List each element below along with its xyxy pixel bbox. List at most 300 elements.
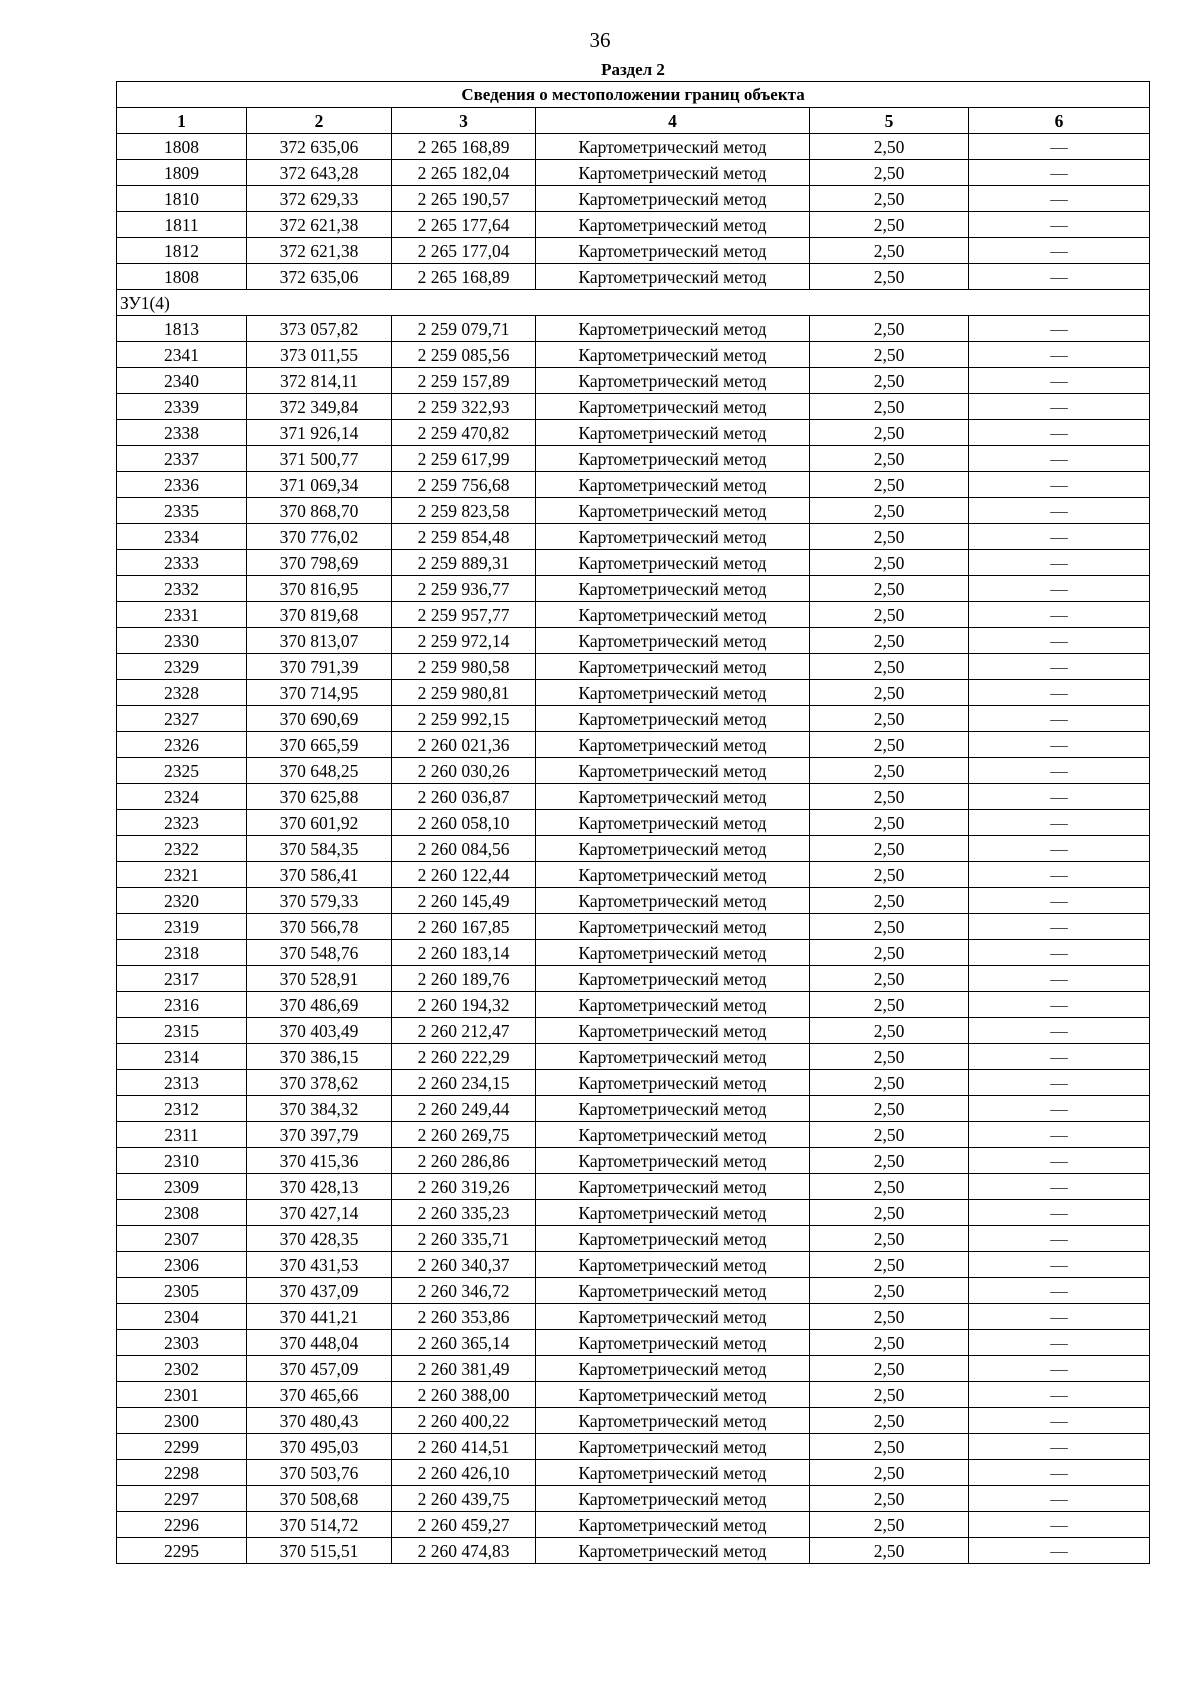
point-number-cell: 1808 — [117, 264, 247, 290]
table-row — [117, 446, 1150, 472]
point-number-cell: 2302 — [117, 1356, 247, 1382]
table-row — [117, 888, 1150, 914]
coordinate-x-cell: 372 621,38 — [247, 212, 392, 238]
coordinate-y-cell: 2 259 980,58 — [392, 654, 536, 680]
accuracy-cell: 2,50 — [810, 212, 969, 238]
point-number-cell: 2341 — [117, 342, 247, 368]
accuracy-cell: 2,50 — [810, 1226, 969, 1252]
determination-method-cell: Картометрический метод — [536, 810, 810, 836]
coordinate-x-cell: 370 515,51 — [247, 1538, 392, 1564]
point-number-cell: 2331 — [117, 602, 247, 628]
determination-method-cell: Картометрический метод — [536, 940, 810, 966]
description-cell: — — [969, 212, 1150, 238]
determination-method-cell: Картометрический метод — [536, 1382, 810, 1408]
description-cell: — — [969, 862, 1150, 888]
accuracy-cell: 2,50 — [810, 498, 969, 524]
determination-method-cell: Картометрический метод — [536, 550, 810, 576]
coordinate-x-cell: 370 386,15 — [247, 1044, 392, 1070]
table-row — [117, 1226, 1150, 1252]
accuracy-cell: 2,50 — [810, 654, 969, 680]
point-number-cell: 2325 — [117, 758, 247, 784]
description-cell: — — [969, 316, 1150, 342]
coordinate-y-cell: 2 259 957,77 — [392, 602, 536, 628]
description-cell: — — [969, 1044, 1150, 1070]
coordinate-y-cell: 2 260 030,26 — [392, 758, 536, 784]
determination-method-cell: Картометрический метод — [536, 1070, 810, 1096]
determination-method-cell: Картометрический метод — [536, 602, 810, 628]
coordinate-y-cell: 2 260 286,86 — [392, 1148, 536, 1174]
coordinate-x-cell: 370 480,43 — [247, 1408, 392, 1434]
column-header-row — [117, 108, 1150, 134]
table-row — [117, 472, 1150, 498]
table-row — [117, 654, 1150, 680]
coordinate-y-cell: 2 259 992,15 — [392, 706, 536, 732]
point-number-cell: 2333 — [117, 550, 247, 576]
description-cell: — — [969, 186, 1150, 212]
description-cell: — — [969, 914, 1150, 940]
table-row — [117, 1070, 1150, 1096]
column-header: 5 — [810, 108, 969, 134]
table-row — [117, 1252, 1150, 1278]
description-cell: — — [969, 264, 1150, 290]
table-row — [117, 914, 1150, 940]
coordinate-x-cell: 370 665,59 — [247, 732, 392, 758]
description-cell: — — [969, 472, 1150, 498]
description-cell: — — [969, 1252, 1150, 1278]
table-row — [117, 1044, 1150, 1070]
accuracy-cell: 2,50 — [810, 1018, 969, 1044]
coordinate-x-cell: 370 486,69 — [247, 992, 392, 1018]
accuracy-cell: 2,50 — [810, 394, 969, 420]
table-row — [117, 1460, 1150, 1486]
point-number-cell: 2324 — [117, 784, 247, 810]
table-row — [117, 758, 1150, 784]
coordinate-x-cell: 370 378,62 — [247, 1070, 392, 1096]
point-number-cell: 2306 — [117, 1252, 247, 1278]
point-number-cell: 2320 — [117, 888, 247, 914]
description-cell: — — [969, 1174, 1150, 1200]
coordinate-x-cell: 372 629,33 — [247, 186, 392, 212]
accuracy-cell: 2,50 — [810, 1096, 969, 1122]
determination-method-cell: Картометрический метод — [536, 524, 810, 550]
coordinate-y-cell: 2 260 459,27 — [392, 1512, 536, 1538]
coordinate-y-cell: 2 259 617,99 — [392, 446, 536, 472]
determination-method-cell: Картометрический метод — [536, 1174, 810, 1200]
coordinate-x-cell: 370 514,72 — [247, 1512, 392, 1538]
accuracy-cell: 2,50 — [810, 1174, 969, 1200]
accuracy-cell: 2,50 — [810, 1408, 969, 1434]
point-number-cell: 1813 — [117, 316, 247, 342]
table-row — [117, 1356, 1150, 1382]
coordinate-x-cell: 370 791,39 — [247, 654, 392, 680]
determination-method-cell: Картометрический метод — [536, 1044, 810, 1070]
point-number-cell: 2340 — [117, 368, 247, 394]
determination-method-cell: Картометрический метод — [536, 446, 810, 472]
coordinate-x-cell: 372 349,84 — [247, 394, 392, 420]
table-row — [117, 1018, 1150, 1044]
description-cell: — — [969, 1070, 1150, 1096]
accuracy-cell: 2,50 — [810, 1512, 969, 1538]
coordinate-y-cell: 2 260 212,47 — [392, 1018, 536, 1044]
accuracy-cell: 2,50 — [810, 810, 969, 836]
accuracy-cell: 2,50 — [810, 862, 969, 888]
coordinate-y-cell: 2 260 426,10 — [392, 1460, 536, 1486]
determination-method-cell: Картометрический метод — [536, 342, 810, 368]
page-number: 36 — [589, 28, 611, 52]
table-row — [117, 966, 1150, 992]
point-number-cell: 2322 — [117, 836, 247, 862]
accuracy-cell: 2,50 — [810, 602, 969, 628]
point-number-cell: 2332 — [117, 576, 247, 602]
table-row — [117, 732, 1150, 758]
accuracy-cell: 2,50 — [810, 238, 969, 264]
coordinate-y-cell: 2 260 414,51 — [392, 1434, 536, 1460]
table-title: Сведения о местоположении границ объекта — [117, 82, 1150, 108]
point-number-cell: 2309 — [117, 1174, 247, 1200]
table-row — [117, 160, 1150, 186]
description-cell: — — [969, 550, 1150, 576]
accuracy-cell: 2,50 — [810, 940, 969, 966]
determination-method-cell: Картометрический метод — [536, 498, 810, 524]
coordinate-y-cell: 2 259 079,71 — [392, 316, 536, 342]
determination-method-cell: Картометрический метод — [536, 732, 810, 758]
coordinate-y-cell: 2 259 980,81 — [392, 680, 536, 706]
description-cell: — — [969, 1200, 1150, 1226]
determination-method-cell: Картометрический метод — [536, 576, 810, 602]
table-row — [117, 524, 1150, 550]
coordinate-y-cell: 2 260 474,83 — [392, 1538, 536, 1564]
accuracy-cell: 2,50 — [810, 628, 969, 654]
table-row — [117, 1512, 1150, 1538]
point-number-cell: 2316 — [117, 992, 247, 1018]
table-row — [117, 1538, 1150, 1564]
determination-method-cell: Картометрический метод — [536, 1538, 810, 1564]
coordinate-x-cell: 370 601,92 — [247, 810, 392, 836]
coordinate-y-cell: 2 259 889,31 — [392, 550, 536, 576]
point-number-cell: 2315 — [117, 1018, 247, 1044]
accuracy-cell: 2,50 — [810, 134, 969, 160]
point-number-cell: 1810 — [117, 186, 247, 212]
description-cell: — — [969, 1356, 1150, 1382]
accuracy-cell: 2,50 — [810, 1200, 969, 1226]
determination-method-cell: Картометрический метод — [536, 654, 810, 680]
coordinate-y-cell: 2 265 168,89 — [392, 134, 536, 160]
coordinate-x-cell: 370 690,69 — [247, 706, 392, 732]
table-row — [117, 1304, 1150, 1330]
table-row — [117, 1148, 1150, 1174]
determination-method-cell: Картометрический метод — [536, 1200, 810, 1226]
coordinate-x-cell: 371 069,34 — [247, 472, 392, 498]
coordinate-y-cell: 2 260 439,75 — [392, 1486, 536, 1512]
accuracy-cell: 2,50 — [810, 1486, 969, 1512]
determination-method-cell: Картометрический метод — [536, 134, 810, 160]
coordinate-y-cell: 2 260 194,32 — [392, 992, 536, 1018]
accuracy-cell: 2,50 — [810, 1356, 969, 1382]
column-header: 2 — [247, 108, 392, 134]
table-row — [117, 212, 1150, 238]
description-cell: — — [969, 888, 1150, 914]
coordinate-x-cell: 372 621,38 — [247, 238, 392, 264]
point-number-cell: 2295 — [117, 1538, 247, 1564]
description-cell: — — [969, 758, 1150, 784]
coordinate-x-cell: 370 457,09 — [247, 1356, 392, 1382]
coordinate-y-cell: 2 265 177,04 — [392, 238, 536, 264]
accuracy-cell: 2,50 — [810, 888, 969, 914]
table-row — [117, 1408, 1150, 1434]
coordinate-x-cell: 370 427,14 — [247, 1200, 392, 1226]
table-row — [117, 1200, 1150, 1226]
coordinate-y-cell: 2 265 177,64 — [392, 212, 536, 238]
determination-method-cell: Картометрический метод — [536, 1408, 810, 1434]
point-number-cell: 2335 — [117, 498, 247, 524]
description-cell: — — [969, 836, 1150, 862]
accuracy-cell: 2,50 — [810, 1044, 969, 1070]
table-row — [117, 1122, 1150, 1148]
coordinate-x-cell: 370 625,88 — [247, 784, 392, 810]
coordinate-x-cell: 372 814,11 — [247, 368, 392, 394]
point-number-cell: 2314 — [117, 1044, 247, 1070]
coordinate-x-cell: 370 437,09 — [247, 1278, 392, 1304]
determination-method-cell: Картометрический метод — [536, 706, 810, 732]
coordinate-x-cell: 372 635,06 — [247, 264, 392, 290]
point-number-cell: 2296 — [117, 1512, 247, 1538]
coordinate-x-cell: 373 057,82 — [247, 316, 392, 342]
accuracy-cell: 2,50 — [810, 342, 969, 368]
coordinate-x-cell: 372 643,28 — [247, 160, 392, 186]
coordinate-x-cell: 370 384,32 — [247, 1096, 392, 1122]
accuracy-cell: 2,50 — [810, 550, 969, 576]
coordinate-x-cell: 370 776,02 — [247, 524, 392, 550]
determination-method-cell: Картометрический метод — [536, 966, 810, 992]
accuracy-cell: 2,50 — [810, 186, 969, 212]
description-cell: — — [969, 810, 1150, 836]
coordinate-y-cell: 2 259 972,14 — [392, 628, 536, 654]
point-number-cell: 2317 — [117, 966, 247, 992]
determination-method-cell: Картометрический метод — [536, 212, 810, 238]
coordinate-x-cell: 370 465,66 — [247, 1382, 392, 1408]
coordinate-x-cell: 370 415,36 — [247, 1148, 392, 1174]
determination-method-cell: Картометрический метод — [536, 394, 810, 420]
accuracy-cell: 2,50 — [810, 1122, 969, 1148]
determination-method-cell: Картометрический метод — [536, 186, 810, 212]
description-cell: — — [969, 1278, 1150, 1304]
coordinate-y-cell: 2 260 335,71 — [392, 1226, 536, 1252]
coordinate-y-cell: 2 260 388,00 — [392, 1382, 536, 1408]
point-number-cell: 2327 — [117, 706, 247, 732]
coordinate-x-cell: 370 868,70 — [247, 498, 392, 524]
table-row — [117, 602, 1150, 628]
description-cell: — — [969, 1018, 1150, 1044]
coordinate-y-cell: 2 260 021,36 — [392, 732, 536, 758]
accuracy-cell: 2,50 — [810, 1382, 969, 1408]
table-row — [117, 1278, 1150, 1304]
accuracy-cell: 2,50 — [810, 914, 969, 940]
coordinate-y-cell: 2 260 167,85 — [392, 914, 536, 940]
description-cell: — — [969, 1148, 1150, 1174]
point-number-cell: 2339 — [117, 394, 247, 420]
table-row — [117, 1382, 1150, 1408]
table-group-row — [117, 290, 1150, 316]
coordinate-y-cell: 2 260 353,86 — [392, 1304, 536, 1330]
accuracy-cell: 2,50 — [810, 1330, 969, 1356]
description-cell: — — [969, 1096, 1150, 1122]
point-number-cell: 2318 — [117, 940, 247, 966]
accuracy-cell: 2,50 — [810, 1148, 969, 1174]
determination-method-cell: Картометрический метод — [536, 758, 810, 784]
table-row — [117, 550, 1150, 576]
point-number-cell: 2328 — [117, 680, 247, 706]
table-row — [117, 186, 1150, 212]
coordinate-x-cell: 370 448,04 — [247, 1330, 392, 1356]
table-row — [117, 1330, 1150, 1356]
determination-method-cell: Картометрический метод — [536, 992, 810, 1018]
coordinate-y-cell: 2 259 756,68 — [392, 472, 536, 498]
accuracy-cell: 2,50 — [810, 264, 969, 290]
table-row — [117, 498, 1150, 524]
determination-method-cell: Картометрический метод — [536, 1356, 810, 1382]
table-row — [117, 680, 1150, 706]
coordinate-y-cell: 2 260 145,49 — [392, 888, 536, 914]
accuracy-cell: 2,50 — [810, 316, 969, 342]
description-cell: — — [969, 238, 1150, 264]
coordinate-x-cell: 370 548,76 — [247, 940, 392, 966]
coordinate-x-cell: 370 431,53 — [247, 1252, 392, 1278]
coordinate-y-cell: 2 260 340,37 — [392, 1252, 536, 1278]
point-number-cell: 2313 — [117, 1070, 247, 1096]
table-body — [117, 134, 1150, 1564]
coordinate-y-cell: 2 265 190,57 — [392, 186, 536, 212]
coordinate-x-cell: 370 579,33 — [247, 888, 392, 914]
accuracy-cell: 2,50 — [810, 1304, 969, 1330]
point-number-cell: 2308 — [117, 1200, 247, 1226]
accuracy-cell: 2,50 — [810, 992, 969, 1018]
description-cell: — — [969, 368, 1150, 394]
table-row — [117, 862, 1150, 888]
description-cell: — — [969, 1460, 1150, 1486]
coordinate-x-cell: 372 635,06 — [247, 134, 392, 160]
point-number-cell: 2301 — [117, 1382, 247, 1408]
determination-method-cell: Картометрический метод — [536, 1486, 810, 1512]
description-cell: — — [969, 784, 1150, 810]
accuracy-cell: 2,50 — [810, 706, 969, 732]
accuracy-cell: 2,50 — [810, 1278, 969, 1304]
point-number-cell: 2300 — [117, 1408, 247, 1434]
description-cell: — — [969, 1382, 1150, 1408]
description-cell: — — [969, 628, 1150, 654]
accuracy-cell: 2,50 — [810, 1434, 969, 1460]
coordinate-y-cell: 2 260 058,10 — [392, 810, 536, 836]
point-number-cell: 2304 — [117, 1304, 247, 1330]
coordinate-x-cell: 370 714,95 — [247, 680, 392, 706]
point-number-cell: 2307 — [117, 1226, 247, 1252]
coordinate-x-cell: 370 397,79 — [247, 1122, 392, 1148]
accuracy-cell: 2,50 — [810, 472, 969, 498]
table-row — [117, 784, 1150, 810]
description-cell: — — [969, 420, 1150, 446]
point-number-cell: 1812 — [117, 238, 247, 264]
point-number-cell: 2310 — [117, 1148, 247, 1174]
accuracy-cell: 2,50 — [810, 680, 969, 706]
coordinate-x-cell: 370 648,25 — [247, 758, 392, 784]
coordinate-x-cell: 370 441,21 — [247, 1304, 392, 1330]
point-number-cell: 2303 — [117, 1330, 247, 1356]
description-cell: — — [969, 576, 1150, 602]
coordinate-x-cell: 370 584,35 — [247, 836, 392, 862]
coordinate-x-cell: 370 798,69 — [247, 550, 392, 576]
accuracy-cell: 2,50 — [810, 1070, 969, 1096]
table-row — [117, 1174, 1150, 1200]
point-number-cell: 2321 — [117, 862, 247, 888]
description-cell: — — [969, 160, 1150, 186]
coordinate-x-cell: 370 586,41 — [247, 862, 392, 888]
coordinate-x-cell: 370 508,68 — [247, 1486, 392, 1512]
coordinate-x-cell: 370 566,78 — [247, 914, 392, 940]
point-number-cell: 2334 — [117, 524, 247, 550]
coordinate-y-cell: 2 260 122,44 — [392, 862, 536, 888]
description-cell: — — [969, 342, 1150, 368]
coordinate-y-cell: 2 260 335,23 — [392, 1200, 536, 1226]
coordinate-y-cell: 2 265 182,04 — [392, 160, 536, 186]
coordinate-x-cell: 371 500,77 — [247, 446, 392, 472]
table-row — [117, 836, 1150, 862]
section-title: Раздел 2 — [601, 60, 665, 79]
description-cell: — — [969, 394, 1150, 420]
column-header: 4 — [536, 108, 810, 134]
table-row — [117, 1486, 1150, 1512]
coordinate-x-cell: 370 403,49 — [247, 1018, 392, 1044]
coordinate-x-cell: 370 819,68 — [247, 602, 392, 628]
description-cell: — — [969, 524, 1150, 550]
coordinate-y-cell: 2 260 234,15 — [392, 1070, 536, 1096]
description-cell: — — [969, 966, 1150, 992]
table-row — [117, 1434, 1150, 1460]
coordinate-y-cell: 2 259 854,48 — [392, 524, 536, 550]
point-number-cell: 1811 — [117, 212, 247, 238]
description-cell: — — [969, 1538, 1150, 1564]
accuracy-cell: 2,50 — [810, 836, 969, 862]
column-header: 6 — [969, 108, 1150, 134]
coordinate-y-cell: 2 260 400,22 — [392, 1408, 536, 1434]
coordinate-y-cell: 2 260 319,26 — [392, 1174, 536, 1200]
table-row — [117, 134, 1150, 160]
point-number-cell: 2305 — [117, 1278, 247, 1304]
table-row — [117, 264, 1150, 290]
point-number-cell: 1809 — [117, 160, 247, 186]
coordinate-y-cell: 2 260 249,44 — [392, 1096, 536, 1122]
accuracy-cell: 2,50 — [810, 446, 969, 472]
description-cell: — — [969, 1330, 1150, 1356]
coordinate-x-cell: 370 503,76 — [247, 1460, 392, 1486]
coordinate-y-cell: 2 260 183,14 — [392, 940, 536, 966]
accuracy-cell: 2,50 — [810, 1460, 969, 1486]
determination-method-cell: Картометрический метод — [536, 914, 810, 940]
accuracy-cell: 2,50 — [810, 524, 969, 550]
coordinate-y-cell: 2 260 189,76 — [392, 966, 536, 992]
coordinate-y-cell: 2 259 322,93 — [392, 394, 536, 420]
coordinate-y-cell: 2 260 346,72 — [392, 1278, 536, 1304]
determination-method-cell: Картометрический метод — [536, 1278, 810, 1304]
coordinate-x-cell: 370 428,13 — [247, 1174, 392, 1200]
determination-method-cell: Картометрический метод — [536, 420, 810, 446]
table-title-row — [117, 82, 1150, 108]
table-row — [117, 940, 1150, 966]
accuracy-cell: 2,50 — [810, 420, 969, 446]
description-cell: — — [969, 706, 1150, 732]
table-row — [117, 992, 1150, 1018]
coordinate-x-cell: 370 816,95 — [247, 576, 392, 602]
accuracy-cell: 2,50 — [810, 784, 969, 810]
accuracy-cell: 2,50 — [810, 966, 969, 992]
